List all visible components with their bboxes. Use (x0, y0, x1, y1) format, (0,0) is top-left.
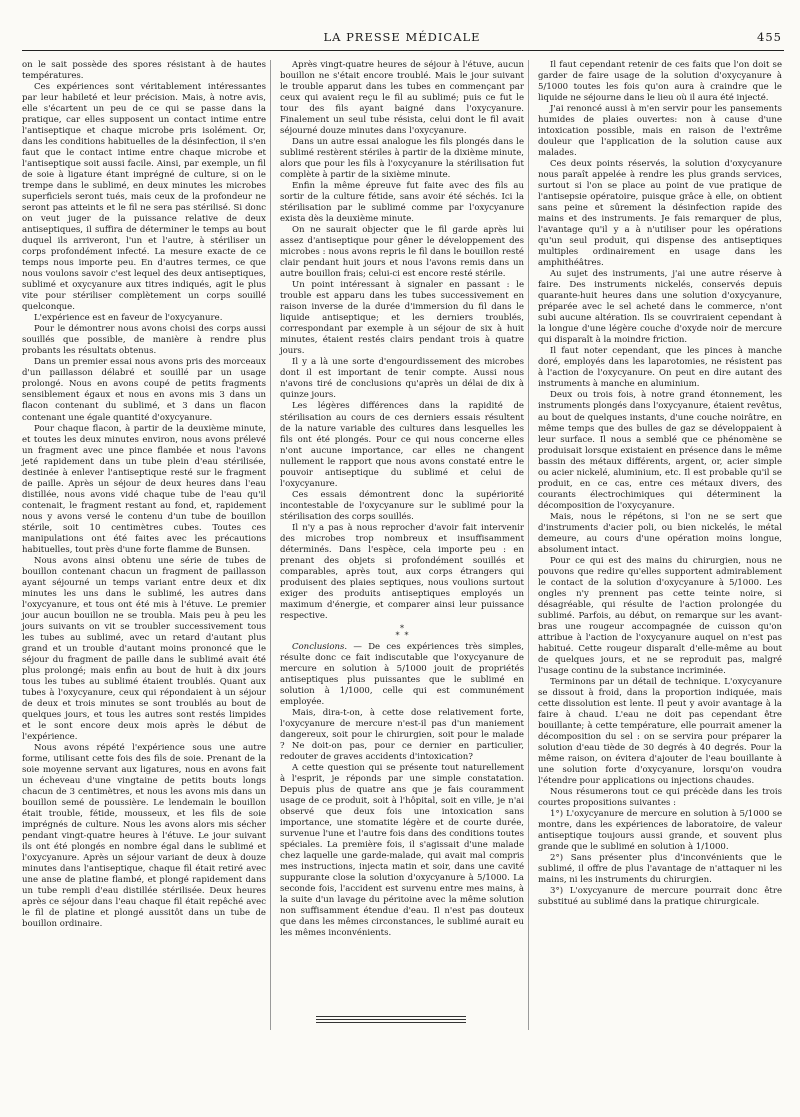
paragraph: Dans un autre essai analogue les fils plongés dans le sublimé restèrent stériles à partir de la dixième minute, alors que pour les fils à l'oxycyanure la stérilisation fut complète à partir de la sixième minute. (280, 137, 524, 181)
paragraph: Ces deux points réservés, la solution d'oxycyanure nous paraît appelée à rendre les plus grands services, surtout si l'on se place au point de vue pratique de l'antisepsie opératoire, puisque grâce à elle, on obtient sans peine et sûrement la désinfection rapide des mains et des instruments. Je fais remarquer de plus, l'avantage qu'il y a à n'utiliser pour les opérations qu'un seul produit, qui dispense des antiseptiques multiples ordinairement en usage dans les amphithéâtres. (538, 159, 782, 269)
column-2 (280, 60, 524, 939)
column-1 (22, 60, 266, 930)
section-break-asterisks: * * * (395, 623, 409, 640)
paragraph: Mais, dira-t-on, à cette dose relativement forte, l'oxycyanure de mercure n'est-il pas d'un maniement dangereux, soit pour le chirurgien, soit pour le malade ? Ne doit-on pas, pour ce dernier en particulier, redouter de graves accidents d'intoxication? (280, 707, 524, 762)
paragraph: Deux ou trois fois, à notre grand étonnement, les instruments plongés dans l'oxycyanure, étaient revêtus, au bout de quelques instants, d'une couche noirâtre, en même temps que des bulles de gaz se développaient à leur surface. Il nous a semblé que ce phénomène se produisait lorsque existaient en présence dans le même bassin des métaux différents, argent, or, acier simple ou acier nickelé, aluminium, etc. Il est probable qu'il se produit, en ce cas, entre ces métaux divers, des courants électrochimiques qui déterminent la décomposition de l'oxycyanure. (538, 390, 782, 511)
paragraph: Dans un premier essai nous avons pris des morceaux d'un paillasson délabré et souillé par un usage prolongé. Nous en avons coupé de petits fragments sensiblement égaux et nous en avons mis 3 dans un flacon contenant du sublimé, et 3 dans un flacon contenant une égale quantité d'oxycyanure. (22, 357, 266, 423)
paragraph: Ces expériences sont véritablement intéressantes par leur habileté et leur précision. Mais, à notre avis, elle s'écartent un peu de ce qui se passe dans la pratique, car elles supposent un contact intime entre l'antiseptique et chaque microbe pris isolément. Or, dans les conditions habituelles de la désinfection, il s'en faut que le contact intime entre chaque microbe et l'antiseptique soit aussi facile. Ainsi, par exemple, un fil de soie à ligature étant imprégné de culture, si on le trempe dans le sublimé, en deux minutes les microbes superficiels seront tués, mais ceux de la profondeur ne seront pas atteints et le fil ne sera pas stérilisé. Si donc on veut juger de la puissance relative de deux antiseptiques, il suffira de déterminer le temps au bout duquel ils arriveront, l'un et l'autre, à stériliser un corps profondément infecté. La mesure exacte de ce temps nous importe peu. En d'autres termes, ce que nous voulons savoir c'est lequel des deux antiseptiques, sublimé et oxycyanure aux titres indiqués, agit le plus vite pour stériliser complètement un corps souillé quelconque. (22, 82, 266, 313)
paragraph: Pour ce qui est des mains du chirurgien, nous ne pouvons que redire qu'elles supportent admirablement le contact de la solution d'oxycyanure à 5/1000. Les ongles n'y prennent pas cette teinte noire, si désagréable, qui résulte de l'action prolongée du sublimé. Parfois, au début, on remarque sur les avant-bras une rougeur accompagnée de cuisson qu'on attribue à l'action de l'oxycyanure auquel on n'est pas habitué. Cette rougeur disparaît d'elle-même au bout de quelques jours, et ne se reproduit pas, malgré l'usage continu de la substance incriminée. (538, 555, 782, 676)
article-end-rule (316, 1016, 466, 1025)
paragraph: Il n'y a pas à nous reprocher d'avoir fait intervenir des microbes trop nombreux et insuffisamment déterminés. Dans l'espèce, cela importe peu : en prenant des objets si profondément souillés et comparables, après tout, aux corps étrangers qui produisent des plaies septiques, nous voulions surtout exiger des produits antiseptiques employés un maximum d'énergie, et comparer ainsi leur puissance respective. (280, 522, 524, 621)
header-rule (22, 50, 784, 51)
journal-title: LA PRESSE MÉDICALE (323, 30, 481, 44)
numbered-proposition: 3°) L'oxycyanure de mercure pourrait donc être substitué au sublimé dans la pratique chirurgicale. (538, 886, 782, 908)
paragraph: Pour le démontrer nous avons choisi des corps aussi souillés que possible, de manière à rendre plus probants les résultats obtenus. (22, 324, 266, 357)
paragraph: Pour chaque flacon, à partir de la deuxième minute, et toutes les deux minutes environ, nous avons prélevé un fragment avec une pince flambée et nous l'avons jeté rapidement dans un tube plein d'eau stérilisée, destinée à enlever l'antiseptique resté sur le fragment de paille. Après un séjour de deux heures dans l'eau distillée, nous avons vidé chaque tube de l'eau qu'il contenait, le fragment restant au fond, et, rapidement nous y avons versé le contenu d'un tube de bouillon stérile, soit 10 centimètres cubes. Toutes ces manipulations ont été faites avec les précautions habituelles, tout près d'une forte flamme de Bunsen. (22, 423, 266, 555)
page-number: 455 (757, 30, 782, 44)
paragraph: Enfin la même épreuve fut faite avec des fils au sortir de la culture fétide, sans avoir été séchés. Ici la stérilisation par le sublimé comme par l'oxycyanure exista dès la deuxième minute. (280, 181, 524, 225)
paragraph: Au sujet des instruments, j'ai une autre réserve à faire. Des instruments nickelés, conservés depuis quarante-huit heures dans une solution d'oxycyanure, préparée avec le sel acheté dans le commerce, n'ont subi aucune altération. Ils se couvriraient cependant à la longue d'une légère couche d'oxyde noir de mercure qui disparaît à la moindre friction. (538, 269, 782, 346)
paragraph: Il faut cependant retenir de ces faits que l'on doit se garder de faire usage de la solution d'oxycyanure à 5/1000 toutes les fois qu'on aura à craindre que le liquide ne séjourne dans le lieu où il aura été injecté. (538, 60, 782, 104)
conclusions-paragraph (280, 642, 524, 708)
column-divider (270, 60, 271, 1030)
column-divider (528, 60, 529, 1030)
paragraph: Mais, nous le répétons, si l'on ne se sert que d'instruments d'acier poli, ou bien nickelés, le métal demeure, au cours d'une opération moins longue, absolument intact. (538, 511, 782, 555)
paragraph: Un point intéressant à signaler en passant : le trouble est apparu dans les tubes successivement en raison inverse de la durée d'immersion du fil dans le liquide antiseptique; et les derniers troublés, correspondant par exemple à un séjour de six à huit minutes, étaient restés clairs pendant trois à quatre jours. (280, 280, 524, 357)
numbered-proposition: 2°) Sans présenter plus d'inconvénients que le sublimé, il offre de plus l'avantage de n'attaquer ni les mains, ni les instruments du chirurgien. (538, 853, 782, 886)
paragraph: Il y a là une sorte d'engourdissement des microbes dont il est important de tenir compte. Aussi nous n'avons tiré de conclusions qu'après un délai de dix à quinze jours. (280, 357, 524, 401)
column-3 (538, 60, 782, 908)
paragraph: On ne saurait objecter que le fil garde après lui assez d'antiseptique pour gêner le développement des microbes : nous avons repris le fil dans le bouillon resté clair pendant huit jours et nous l'avons remis dans un autre bouillon frais; celui-ci est encore resté stérile. (280, 225, 524, 280)
paragraph: Nous avons ainsi obtenu une série de tubes de bouillon contenant chacun un fragment de paillasson ayant séjourné un temps variant entre deux et dix minutes les uns dans le sublimé, les autres dans l'oxycyanure, et tous ont été mis à l'étuve. Le premier jour aucun bouillon ne se troubla. Mais peu à peu les jours suivants on vit se troubler successivement tous les tubes au sublimé, avec un retard d'autant plus grand et un trouble d'autant moins prononcé que le séjour du fragment de paille dans le sublimé avait été plus prolongé; mais enfin au bout de huit à dix jours tous les tubes au sublimé étaient troublés. Quant aux tubes à l'oxycyanure, ceux qui répondaient à un séjour de deux et trois minutes se sont troublés au bout de quelques jours, et tous les autres sont restés limpides et le sont encore deux mois après le début de l'expérience. (22, 555, 266, 742)
paragraph: Ces essais démontrent donc la supériorité incontestable de l'oxycyanure sur le sublimé pour la stérilisation des corps souillés. (280, 489, 524, 522)
paragraph: Après vingt-quatre heures de séjour à l'étuve, aucun bouillon ne s'était encore troublé. Mais le jour suivant le trouble apparut dans les tubes en commençant par ceux qui avaient reçu le fil au sublimé; puis ce fut le tour des fils ayant baigné dans l'oxycyanure. Finalement un seul tube résista, celui dont le fil avait séjourné douze minutes dans l'oxycyanure. (280, 60, 524, 137)
paragraph: Nous avons répété l'expérience sous une autre forme, utilisant cette fois des fils de soie. Prenant de la soie moyenne servant aux ligatures, nous en avons fait un écheveau d'une vingtaine de petits bouts longs chacun de 3 centimètres, et nous les avons mis dans un bouillon semé de poussière. Le lendemain le bouillon était trouble, fétide, mousseux, et les fils de soie imprégnés de culture. Nous les avons alors mis sécher pendant vingt-quatre heures à l'étuve. Le jour suivant ils ont été plongés en nombre égal dans le sublimé et l'oxycyanure. Après un séjour variant de deux à douze minutes dans l'antiseptique, chaque fil était retiré avec une anse de platine flambé, et plongé rapidement dans un tube rempli d'eau distillée stérilisée. Deux heures après ce séjour dans l'eau chaque fil était repêché avec le fil de platine et plongé aussitôt dans un tube de bouillon ordinaire. (22, 742, 266, 930)
conclusions-text: — De ces expériences très simples, résulte donc ce fait indiscutable que l'oxycyanure de mercure en solution à 5/1000 jouit de propriétés antiseptiques plus puissantes que le sublimé en solution à 1/1000, celle qui est communément employée. (280, 641, 524, 707)
paragraph: L'expérience est en faveur de l'oxycyanure. (34, 313, 223, 324)
paragraph: Nous résumerons tout ce qui précède dans les trois courtes propositions suivantes : (538, 787, 782, 809)
paragraph: Les légères différences dans la rapidité de stérilisation au cours de ces derniers essais résultent de la nature variable des cultures dans lesquelles les fils ont été plongés. Pour ce qui nous concerne elles n'ont aucune importance, car elles ne changent nullement le rapport que nous avons constaté entre le pouvoir antiseptique du sublimé et celui de l'oxycyanure. (280, 401, 524, 489)
conclusions-label: Conclusions. (292, 641, 348, 652)
paragraph: Terminons par un détail de technique. L'oxycyanure se dissout à froid, dans la proportion indiquée, mais cette dissolution est lente. Il peut y avoir avantage à la faire à chaud. L'eau ne doit pas cependant être bouillante; à cette température, elle pourrait amener la décomposition du sel : on se servira pour préparer la solution d'eau tiède de 30 degrés à 40 degrés. Pour la même raison, on évitera d'ajouter de l'eau bouillante à une solution forte d'oxycyanure, lorsqu'on voudra l'étendre pour applications ou injections chaudes. (538, 676, 782, 787)
paragraph: on le sait possède des spores résistant à de hautes températures. (22, 60, 266, 82)
paragraph: Il faut noter cependant, que les pinces à manche doré, employés dans les laparotomies, ne résistent pas à l'action de l'oxycyanure. On peut en dire autant des instruments à manche en aluminium. (538, 346, 782, 390)
running-header (22, 30, 782, 46)
paragraph: A cette question qui se présente tout naturellement à l'esprit, je réponds par une simple constatation. Depuis plus de quatre ans que je fais couramment usage de ce produit, soit à l'hôpital, soit en ville, je n'ai observé que deux fois une intoxication sans importance, une stomatite légère et de courte durée, survenue l'une et l'autre fois dans des conditions toutes spéciales. La première fois, il s'agissait d'une malade chez laquelle une garde-malade, qui avait mal compris mes instructions, injecta matin et soir, dans une cavité suppurante close la solution d'oxycyanure à 5/1000. La seconde fois, l'accident est survenu entre mes mains, à la suite d'un lavage du péritoine avec la même solution non suffisamment étendue d'eau. Il n'est pas douteux que dans les mêmes circonstances, le sublimé aurait eu les mêmes inconvénients. (280, 762, 524, 939)
paragraph: J'ai renoncé aussi à m'en servir pour les pansements humides de plaies ouvertes: non à cause d'une intoxication possible, mais en raison de l'extrême douleur que l'application de la solution cause aux malades. (538, 104, 782, 159)
numbered-proposition: 1°) L'oxycyanure de mercure en solution à 5/1000 se montre, dans les expériences de laboratoire, de valeur antiseptique toujours aussi grande, et souvent plus grande que le sublimé en solution à 1/1000. (538, 809, 782, 853)
